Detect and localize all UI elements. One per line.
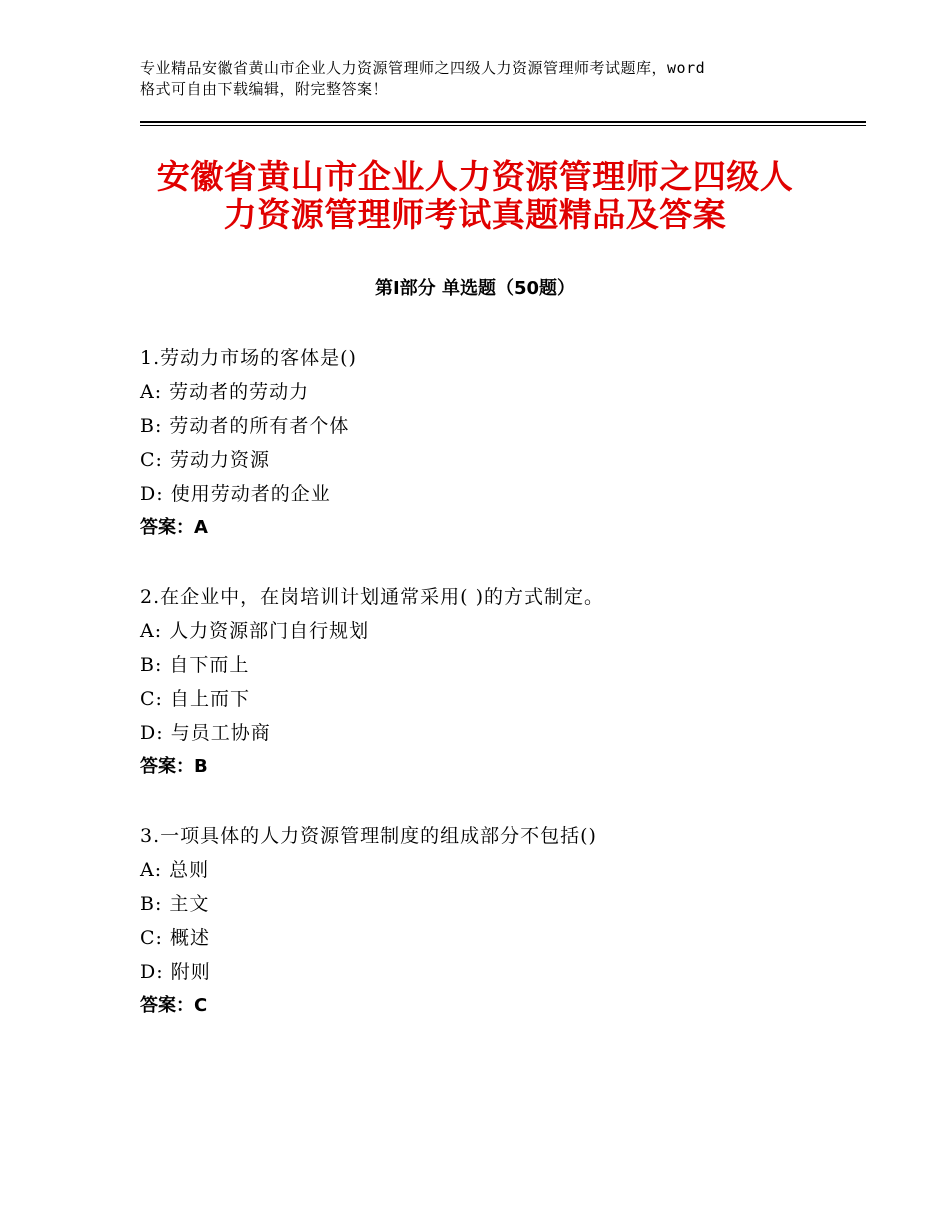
option-c [140, 925, 840, 959]
document-title-line-1: 安徽省黄山市企业人力资源管理师之四级人 [156, 157, 794, 196]
answer-line: 答案：B [140, 756, 208, 777]
option-text: 附则 [170, 961, 211, 983]
answer-line: 答案：C [140, 995, 208, 1016]
option-text: 总则 [169, 859, 210, 881]
header-note [140, 58, 840, 100]
option-label: A: [140, 381, 163, 403]
option-label: C: [140, 927, 163, 949]
option-b [140, 652, 840, 686]
option-text: 劳动者的所有者个体 [169, 415, 350, 437]
option-text: 人力资源部门自行规划 [169, 620, 370, 642]
option-label: B: [140, 654, 163, 676]
question-2 [140, 584, 840, 788]
document-title [140, 158, 810, 234]
option-c [140, 447, 840, 481]
question-stem: 1.劳动力市场的客体是() [140, 347, 357, 369]
option-label: A: [140, 620, 163, 642]
option-label: C: [140, 688, 163, 710]
option-d [140, 481, 840, 515]
option-d [140, 959, 840, 993]
option-b [140, 891, 840, 925]
document-title-line-2: 力资源管理师考试真题精品及答案 [223, 195, 727, 234]
option-b [140, 413, 840, 447]
question-1 [140, 345, 840, 549]
option-label: A: [140, 859, 163, 881]
option-d [140, 720, 840, 754]
option-label: D: [140, 483, 164, 505]
option-a [140, 379, 840, 413]
answer-line: 答案：A [140, 517, 208, 538]
question-3 [140, 823, 840, 1027]
option-text: 自上而下 [170, 688, 251, 710]
option-a [140, 618, 840, 652]
question-stem: 2.在企业中，在岗培训计划通常采用( )的方式制定。 [140, 586, 604, 608]
option-text: 劳动力资源 [170, 449, 271, 471]
option-label: C: [140, 449, 163, 471]
header-note-line-2: 格式可自由下载编辑，附完整答案！ [140, 80, 389, 98]
header-note-line-1: 专业精品安徽省黄山市企业人力资源管理师之四级人力资源管理师考试题库，word [140, 59, 706, 77]
option-label: D: [140, 722, 164, 744]
header-divider-thin [140, 125, 866, 126]
header-divider-thick [140, 121, 866, 123]
option-text: 劳动者的劳动力 [169, 381, 310, 403]
question-stem: 3.一项具体的人力资源管理制度的组成部分不包括() [140, 825, 597, 847]
option-a [140, 857, 840, 891]
option-text: 主文 [169, 893, 210, 915]
option-text: 使用劳动者的企业 [170, 483, 331, 505]
option-text: 与员工协商 [170, 722, 271, 744]
option-label: B: [140, 893, 163, 915]
option-text: 概述 [170, 927, 211, 949]
option-text: 自下而上 [169, 654, 250, 676]
option-c [140, 686, 840, 720]
option-label: B: [140, 415, 163, 437]
section-heading: 第Ⅰ部分 单选题（50题） [374, 278, 575, 299]
option-label: D: [140, 961, 164, 983]
